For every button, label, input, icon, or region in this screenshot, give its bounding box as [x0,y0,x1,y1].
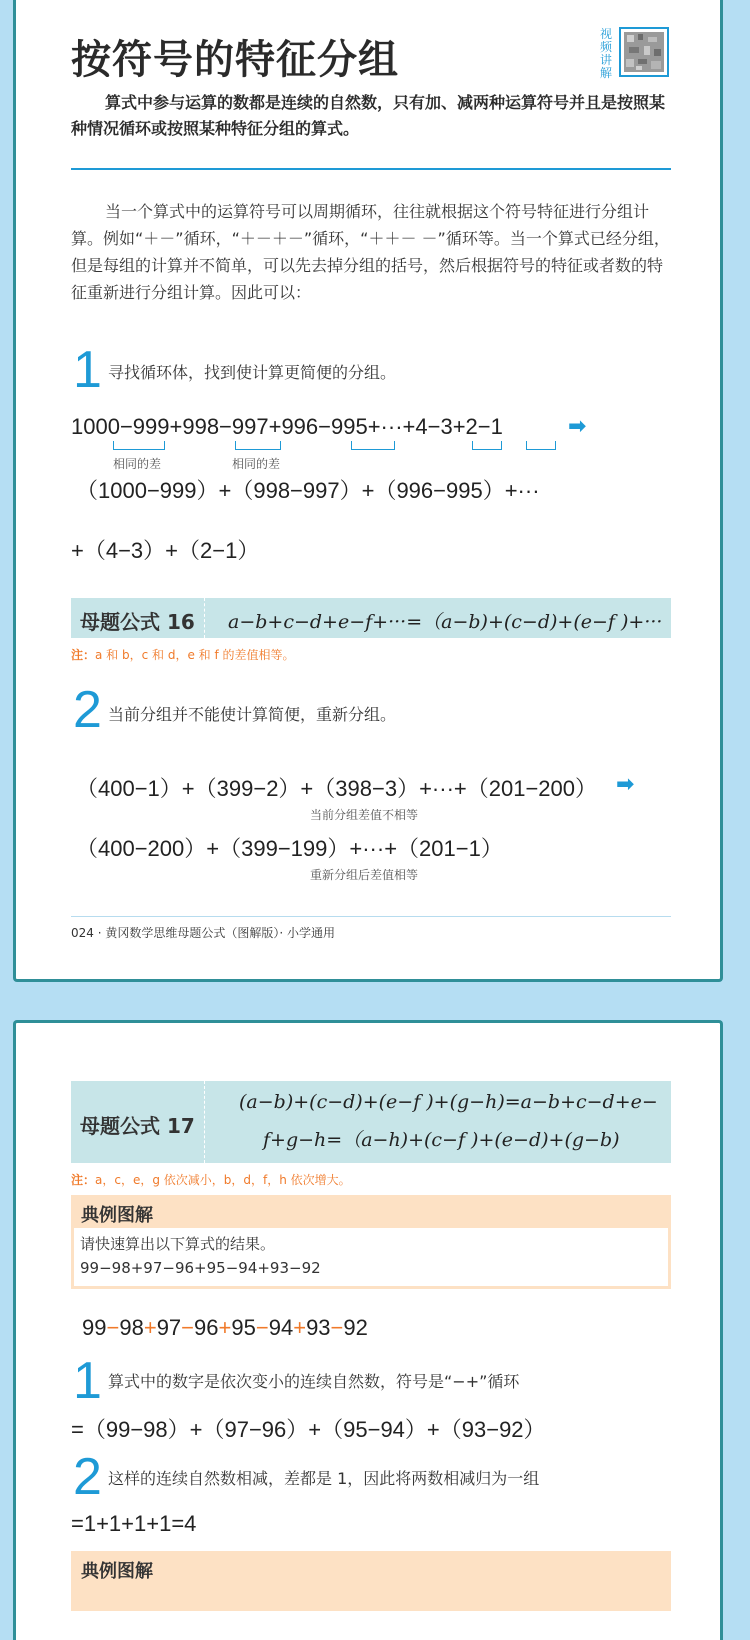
step-2-text: 当前分组并不能使计算简便，重新分组。 [108,705,397,724]
formula-17-bar [71,1081,671,1163]
body-paragraph: 当一个算式中的运算符号可以周期循环，往往就根据这个符号特征进行分组计算。例如“＋－”循环，“＋－＋－”循环，“＋＋－ －”循环等。当一个算式已经分组，但是每组的计算并不简单，可以先去掉分组的括号，然后根据符号的特征或者数的特征重新进行分组计算。因此可以： [71,202,670,302]
operator: − [106,1315,120,1340]
bracket-note: 相同的差 [113,457,162,471]
example-problem: 99−98+97−96+95−94+93−92 [80,1259,321,1277]
operator: + [293,1315,307,1340]
solution-step-1-result: =（99−98）+（97−96）+（95−94）+（93−92） [71,1417,546,1442]
number: 93 [306,1315,331,1340]
bracket-underline [235,441,281,450]
bracket-underline [113,441,165,450]
arrow-right-icon: ➡ [568,414,587,439]
bracket-underline [472,441,502,450]
step-2-note-2: 重新分组后差值相等 [310,868,419,882]
step-number-2: 2 [73,681,102,739]
step-2-line-1: （400−1）+（399−2）+（398−3）+···+（201−200） [76,776,597,801]
solution-step-2-text: 这样的连续自然数相减，差都是 1，因此将两数相减归为一组 [108,1469,540,1488]
bracket-note: 相同的差 [232,457,281,471]
number: 96 [194,1315,219,1340]
number: 99 [82,1315,107,1340]
number: 92 [343,1315,368,1340]
solution-expression [82,1315,368,1341]
example-question: 请快速算出以下算式的结果。 [80,1235,276,1253]
example-box [71,1195,671,1289]
operator: − [330,1315,344,1340]
note-body: a，c，e，g 依次减小，b，d，f，h 依次增大。 [95,1173,351,1187]
number: 97 [156,1315,182,1340]
operator: + [218,1315,232,1340]
arrow-right-icon: ➡ [616,772,635,797]
page-footer: 024 · 黄冈数学思维母题公式（图解版）· 小学通用 [71,926,335,940]
step-2-note-1: 当前分组差值不相等 [310,808,419,822]
page-1 [13,0,723,982]
operator: + [143,1315,157,1340]
formula-17-expression-line-2: f+g−h=（a−h)+(c−f )+(e−d)+(g−b) [263,1129,620,1151]
qr-pattern [624,32,664,72]
sequence-expression: 1000−999+998−997+996−995+···+4−3+2−1 [71,414,503,439]
solution-step-number-2: 2 [73,1448,102,1506]
grouped-expression-line-1: （1000−999）+（998−997）+（996−995）+··· [76,478,540,503]
solution-step-2-result: =1+1+1+1=4 [71,1511,197,1536]
number: 95 [231,1315,256,1340]
solution-step-number-1: 1 [73,1352,102,1410]
formula-16-expression: a−b+c−d+e−f+···=（a−b)+(c−d)+(e−f )+··· [228,611,663,633]
note-body: a 和 b，c 和 d，e 和 f 的差值相等。 [95,648,295,662]
video-label: 视频讲解 [600,27,613,80]
intro-paragraph: 算式中参与运算的数都是连续的自然数，只有加、减两种运算符号并且是按照某种情况循环或按照某种特征分组的算式。 [71,93,666,138]
formula-17-expression-line-1: (a−b)+(c−d)+(e−f )+(g−h)=a−b+c−d+e− [239,1091,658,1113]
bracket-underline [351,441,395,450]
number: 98 [119,1315,144,1340]
example-2-heading: 典例图解 [81,1561,153,1582]
formula-divider [204,598,205,638]
formula-17-label: 母题公式 17 [80,1114,195,1138]
footer-divider [71,916,671,917]
example-box-2 [71,1551,671,1611]
step-1-text: 寻找循环体，找到使计算更简便的分组。 [108,363,397,382]
formula-16-bar [71,598,671,638]
example-heading: 典例图解 [81,1205,153,1226]
example-content [74,1228,668,1286]
formula-17-note [71,1171,351,1188]
solution-step-1-text: 算式中的数字是依次变小的连续自然数，符号是“−+”循环 [108,1372,520,1391]
page-title: 按符号的特征分组 [71,37,399,83]
formula-16-note [71,646,295,663]
step-number-1: 1 [73,341,102,399]
formula-divider [204,1081,205,1163]
number: 94 [268,1315,294,1340]
bracket-underline [526,441,556,450]
qr-code-icon[interactable] [619,27,669,77]
divider-line [71,168,671,170]
step-2-line-2: （400−200）+（399−199）+···+（201−1） [76,836,503,861]
operator: − [181,1315,195,1340]
page-2 [13,1020,723,1640]
operator: − [255,1315,269,1340]
grouped-expression-line-2: +（4−3）+（2−1） [71,538,260,563]
note-prefix: 注： [71,648,96,662]
formula-16-label: 母题公式 16 [80,610,195,634]
note-prefix: 注： [71,1173,96,1187]
